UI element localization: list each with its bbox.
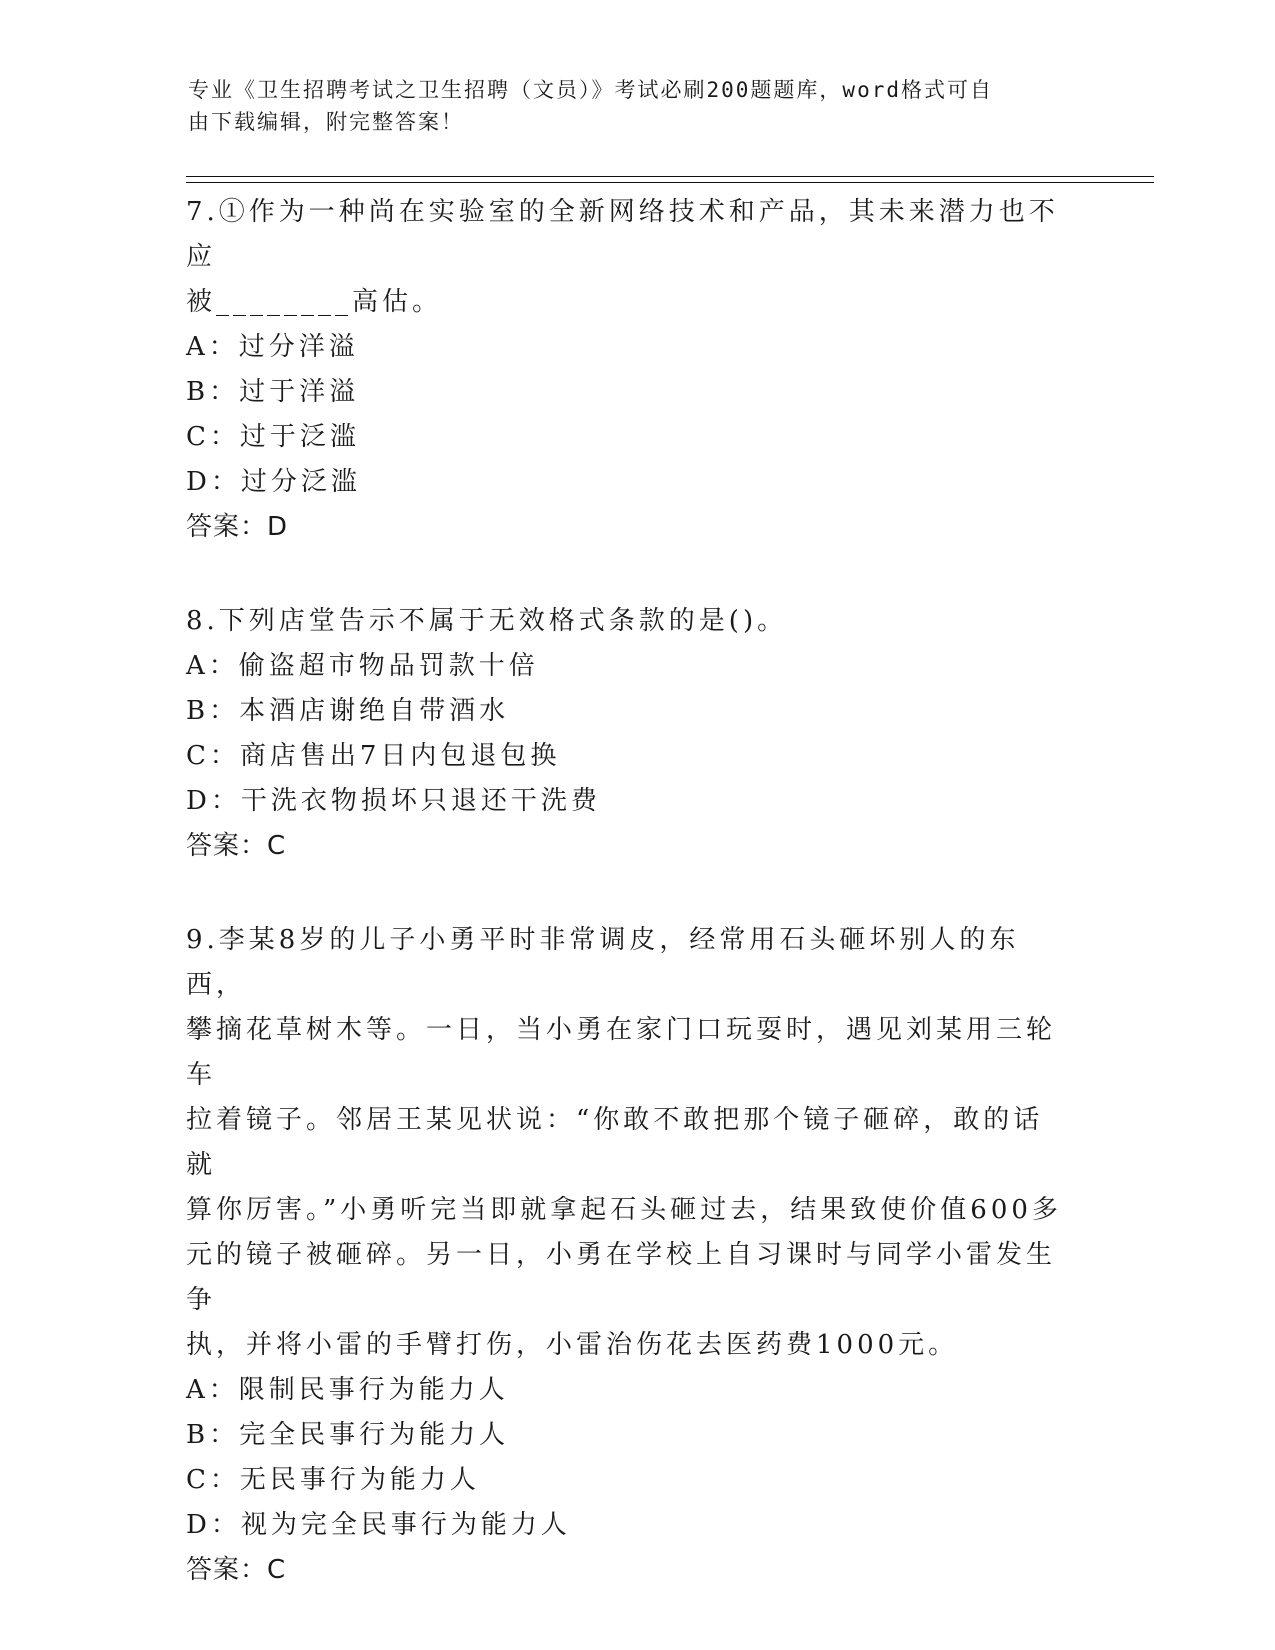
header-divider-top [186, 176, 1154, 177]
option-c: C：无民事行为能力人 [186, 1465, 480, 1495]
question-stem-line: 算你厉害。”小勇听完当即就拿起石头砸过去，结果致使价值600多 [186, 1195, 1062, 1225]
question-stem-line: 元的镜子被砸碎。另一日，小勇在学校上自习课时与同学小雷发生争 [186, 1240, 1057, 1315]
header-line-2: 由下载编辑，附完整答案！ [188, 110, 464, 134]
option-a: A：过分洋溢 [186, 332, 359, 362]
option-a: A：限制民事行为能力人 [186, 1375, 509, 1405]
question-stem-line: 9.李某8岁的儿子小勇平时非常调皮，经常用石头砸坏别人的东西， [186, 925, 1020, 1000]
question-stem-line: 7.①作为一种尚在实验室的全新网络技术和产品，其未来潜力也不应 [186, 197, 1059, 272]
answer-line: 答案：C [186, 831, 287, 861]
question-stem-line: 被________高估。 [186, 287, 443, 317]
option-b: B：本酒店谢绝自带酒水 [186, 696, 510, 726]
option-b: B：完全民事行为能力人 [186, 1420, 510, 1450]
question-stem-line: 拉着镜子。邻居王某见状说：“你敢不敢把那个镜子砸碎，敢的话就 [186, 1105, 1044, 1180]
question-7 [186, 190, 1066, 550]
option-d: D：过分泛滥 [186, 467, 361, 497]
question-9 [186, 918, 1066, 1593]
option-c: C：商店售出7日内包退包换 [186, 741, 561, 771]
answer-line: 答案：C [186, 1555, 287, 1585]
document-header [188, 74, 1068, 138]
option-a: A：偷盗超市物品罚款十倍 [186, 651, 539, 681]
header-divider-bottom [186, 182, 1154, 183]
question-spacer [186, 869, 1066, 918]
option-c: C：过于泛滥 [186, 422, 360, 452]
question-stem-line: 执，并将小雷的手臂打伤，小雷治伤花去医药费1000元。 [186, 1330, 959, 1360]
header-line-1: 专业《卫生招聘考试之卫生招聘（文员）》考试必刷200题题库，word格式可自 [188, 78, 993, 102]
option-d: D：视为完全民事行为能力人 [186, 1510, 571, 1540]
question-list [186, 190, 1066, 1593]
option-b: B：过于洋溢 [186, 377, 360, 407]
question-8 [186, 599, 1066, 869]
answer-line: 答案：D [186, 512, 289, 542]
question-stem-line: 8.下列店堂告示不属于无效格式条款的是()。 [186, 606, 788, 636]
question-stem-line: 攀摘花草树木等。一日，当小勇在家门口玩耍时，遇见刘某用三轮车 [186, 1015, 1057, 1090]
option-d: D：干洗衣物损坏只退还干洗费 [186, 786, 601, 816]
question-spacer [186, 550, 1066, 599]
